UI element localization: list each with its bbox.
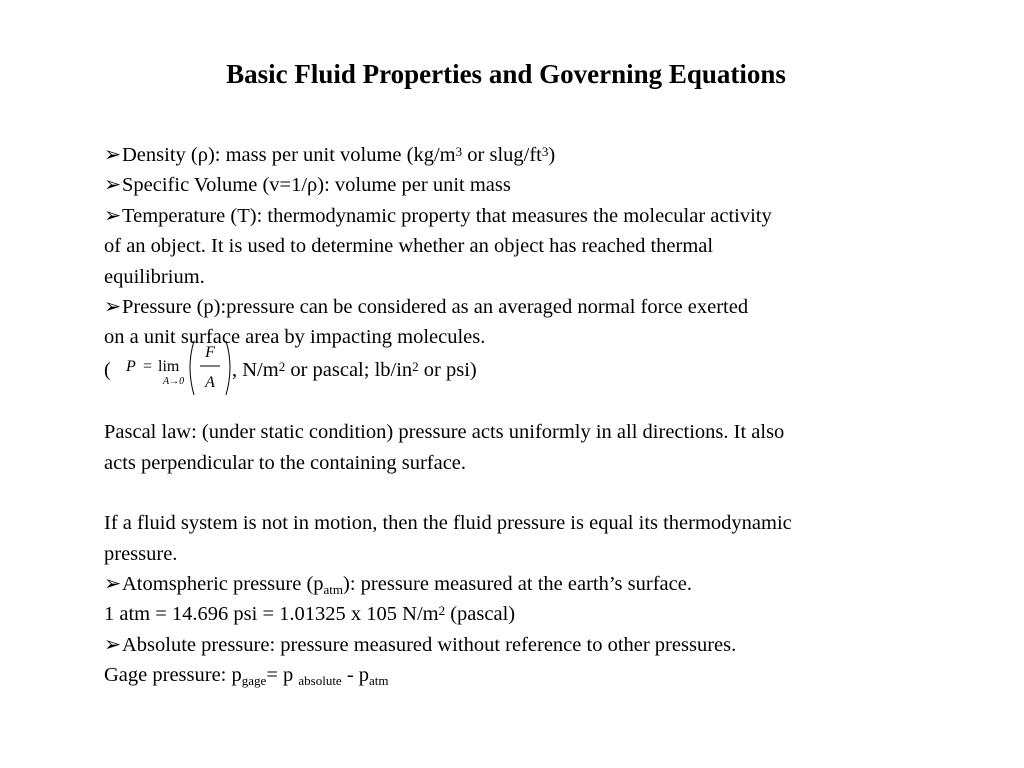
density-text: Density (ρ): mass per unit volume (kg/m: [122, 144, 456, 166]
formula-numerator: F: [205, 343, 215, 361]
bullet-arrow-icon: ➢: [104, 633, 122, 656]
bullet-arrow-icon: ➢: [104, 204, 122, 227]
formula-lim-sub: A→0: [163, 375, 185, 387]
slide-title: Basic Fluid Properties and Governing Equations: [226, 59, 786, 89]
pascal-law-line-1: Pascal law: (under static condition) pressure acts uniformly in all directions. It also: [104, 421, 785, 444]
spacer: [104, 478, 974, 508]
density-end: ): [548, 144, 556, 166]
formula-units-c: or psi): [418, 358, 477, 381]
bullet-arrow-icon: ➢: [104, 295, 122, 318]
pressure-line-1: [104, 292, 974, 322]
specific-volume-text: Specific Volume (v=1/ρ): volume per unit mass: [122, 174, 511, 197]
atmospheric-line: [104, 569, 974, 599]
bullet-arrow-icon: ➢: [104, 174, 122, 197]
formula-units-sup-a: 2: [278, 358, 286, 374]
formula-left-paren: [190, 341, 194, 395]
atm-value-text: 1 atm = 14.696 psi = 1.01325 x 105 N/m: [104, 603, 439, 626]
gage-pre: Gage pressure: p: [104, 664, 242, 687]
spacer: [104, 387, 974, 417]
slide-body: [104, 140, 974, 691]
formula-units-sup-b: 2: [412, 358, 419, 374]
formula-units-b: or pascal; lb/in: [285, 358, 413, 381]
pressure-formula-line: [104, 343, 974, 391]
gage-mid-2: - p: [341, 664, 370, 687]
fluid-system-line-1: If a fluid system is not in motion, then the fluid pressure is equal its thermodynamic: [104, 512, 792, 535]
gage-sub-2: absolute: [298, 673, 342, 689]
gage-mid: = p: [266, 664, 299, 687]
gage-sub-3: atm: [369, 673, 389, 689]
atmospheric-post: ): pressure measured at the earth’s surface.: [343, 573, 692, 596]
atm-value-end: (pascal): [445, 603, 516, 626]
formula-right-paren: [226, 341, 230, 395]
temperature-text-1: Temperature (T): thermodynamic property that measures the molecular activity: [122, 204, 772, 227]
specific-volume-line: [104, 170, 974, 200]
atm-value-line: [104, 599, 974, 629]
formula-units: [232, 353, 477, 387]
gage-pressure-line: [104, 660, 974, 690]
atm-value-sup: 2: [438, 603, 446, 619]
formula-equals: =: [143, 357, 153, 375]
bullet-arrow-icon: ➢: [104, 144, 122, 166]
temperature-line-2: of an object. It is used to determine whether an object has reached thermal: [104, 235, 714, 258]
density-line: [104, 140, 974, 170]
formula-lhs: P: [126, 357, 136, 375]
density-mid: or slug/ft: [462, 144, 542, 166]
fluid-system-line-2: pressure.: [104, 542, 178, 565]
pressure-line-2: on a unit surface area by impacting molecules.: [104, 326, 486, 349]
pascal-law-line-2: acts perpendicular to the containing surface.: [104, 451, 467, 474]
formula-lim: lim: [158, 357, 180, 375]
density-sup-1: 3: [455, 144, 463, 159]
density-sup-2: 3: [541, 144, 549, 159]
absolute-pressure-line: [104, 630, 974, 660]
temperature-line-3: equilibrium.: [104, 265, 205, 288]
formula-denominator: A: [205, 373, 215, 391]
temperature-line-1: [104, 201, 974, 231]
absolute-pressure-text: Absolute pressure: pressure measured without reference to other pressures.: [122, 633, 737, 656]
pressure-limit-formula: [116, 337, 234, 401]
bullet-arrow-icon: ➢: [104, 573, 122, 596]
atmospheric-sub: atm: [323, 582, 344, 598]
gage-sub-1: gage: [241, 673, 267, 689]
pressure-text-1: Pressure (p):pressure can be considered as an averaged normal force exerted: [122, 295, 749, 318]
formula-units-a: , N/m: [232, 358, 279, 381]
formula-open-paren: (: [104, 358, 111, 381]
atmospheric-pre: Atomspheric pressure (p: [122, 573, 324, 596]
